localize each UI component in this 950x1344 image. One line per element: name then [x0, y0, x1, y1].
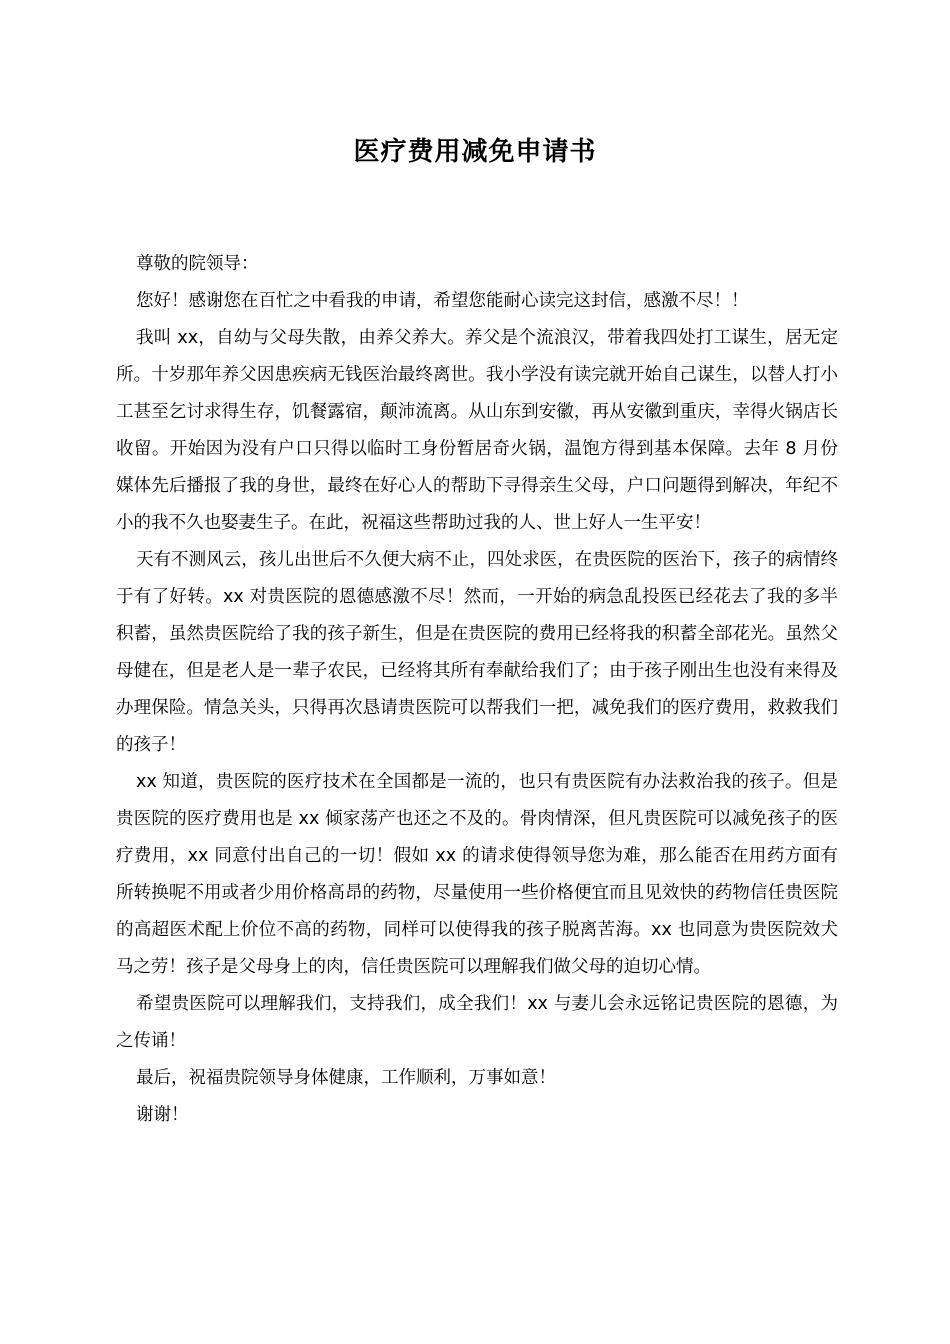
paragraph-background: 我叫 xx，自幼与父母失散，由养父养大。养父是个流浪汉，带着我四处打工谋生，居无定所。十岁那年养父因患疾病无钱医治最终离世。我小学没有读完就开始自己谋生，以替人打小工甚至乞讨求得生存，饥餐露宿，颠沛流离。从山东到安徽，再从安徽到重庆，幸得火锅店长收留。开始因为没有户口只得以临时工身份暂居奇火锅，温饱方得到基本保障。去年 8 月份媒体先后播报了我的身世，最终在好心人的帮助下寻得亲生父母，户口问题得到解决，年纪不小的我不久也娶妻生子。在此，祝福这些帮助过我的人、世上好人一生平安！: [116, 328, 838, 533]
paragraph-request: xx 知道，贵医院的医疗技术在全国都是一流的，也只有贵医院有办法救治我的孩子。但是贵医院的医疗费用也是 xx 倾家荡产也还之不及的。骨肉情深，但凡贵医院可以减免孩子的医疗费用，xx 同意付出自己的一切！假如 xx 的请求使得领导您为难，那么能否在用药方面有所转换呢不用或者少用价格高昂的药物，尽量使用一些价格便宜而且见效快的药物信任贵医院的高超医术配上价位不高的药物，同样可以使得我的孩子脱离苦海。xx 也同意为贵医院效犬马之劳！孩子是父母身上的肉，信任贵医院可以理解我们做父母的迫切心情。: [116, 772, 838, 977]
paragraph-greeting: 您好！感谢您在百忙之中看我的申请，希望您能耐心读完这封信，感激不尽！！: [136, 291, 749, 311]
paragraph-hope: 希望贵医院可以理解我们，支持我们，成全我们！xx 与妻儿会永远铭记贵医院的恩德，为之传诵！: [116, 994, 838, 1051]
paragraph-closing: 最后，祝福贵院领导身体健康，工作顺利，万事如意！: [136, 1068, 556, 1088]
salutation: 尊敬的院领导：: [136, 254, 259, 274]
paragraph-thanks: 谢谢！: [136, 1105, 189, 1125]
document-title: 医疗费用减免申请书: [353, 137, 597, 167]
paragraph-illness: 天有不测风云，孩儿出世后不久便大病不止，四处求医，在贵医院的医治下，孩子的病情终于有了好转。xx 对贵医院的恩德感激不尽！然而，一开始的病急乱投医已经花去了我的多半积蓄，虽然贵医院给了我的孩子新生，但是在贵医院的费用已经将我的积蓄全部花光。虽然父母健在，但是老人是一辈子农民，已经将其所有奉献给我们了；由于孩子刚出生也没有来得及办理保险。情急关头，只得再次恳请贵医院可以帮我们一把，减免我们的医疗费用，救救我们的孩子！: [116, 550, 838, 755]
letter-body: [116, 246, 838, 1134]
